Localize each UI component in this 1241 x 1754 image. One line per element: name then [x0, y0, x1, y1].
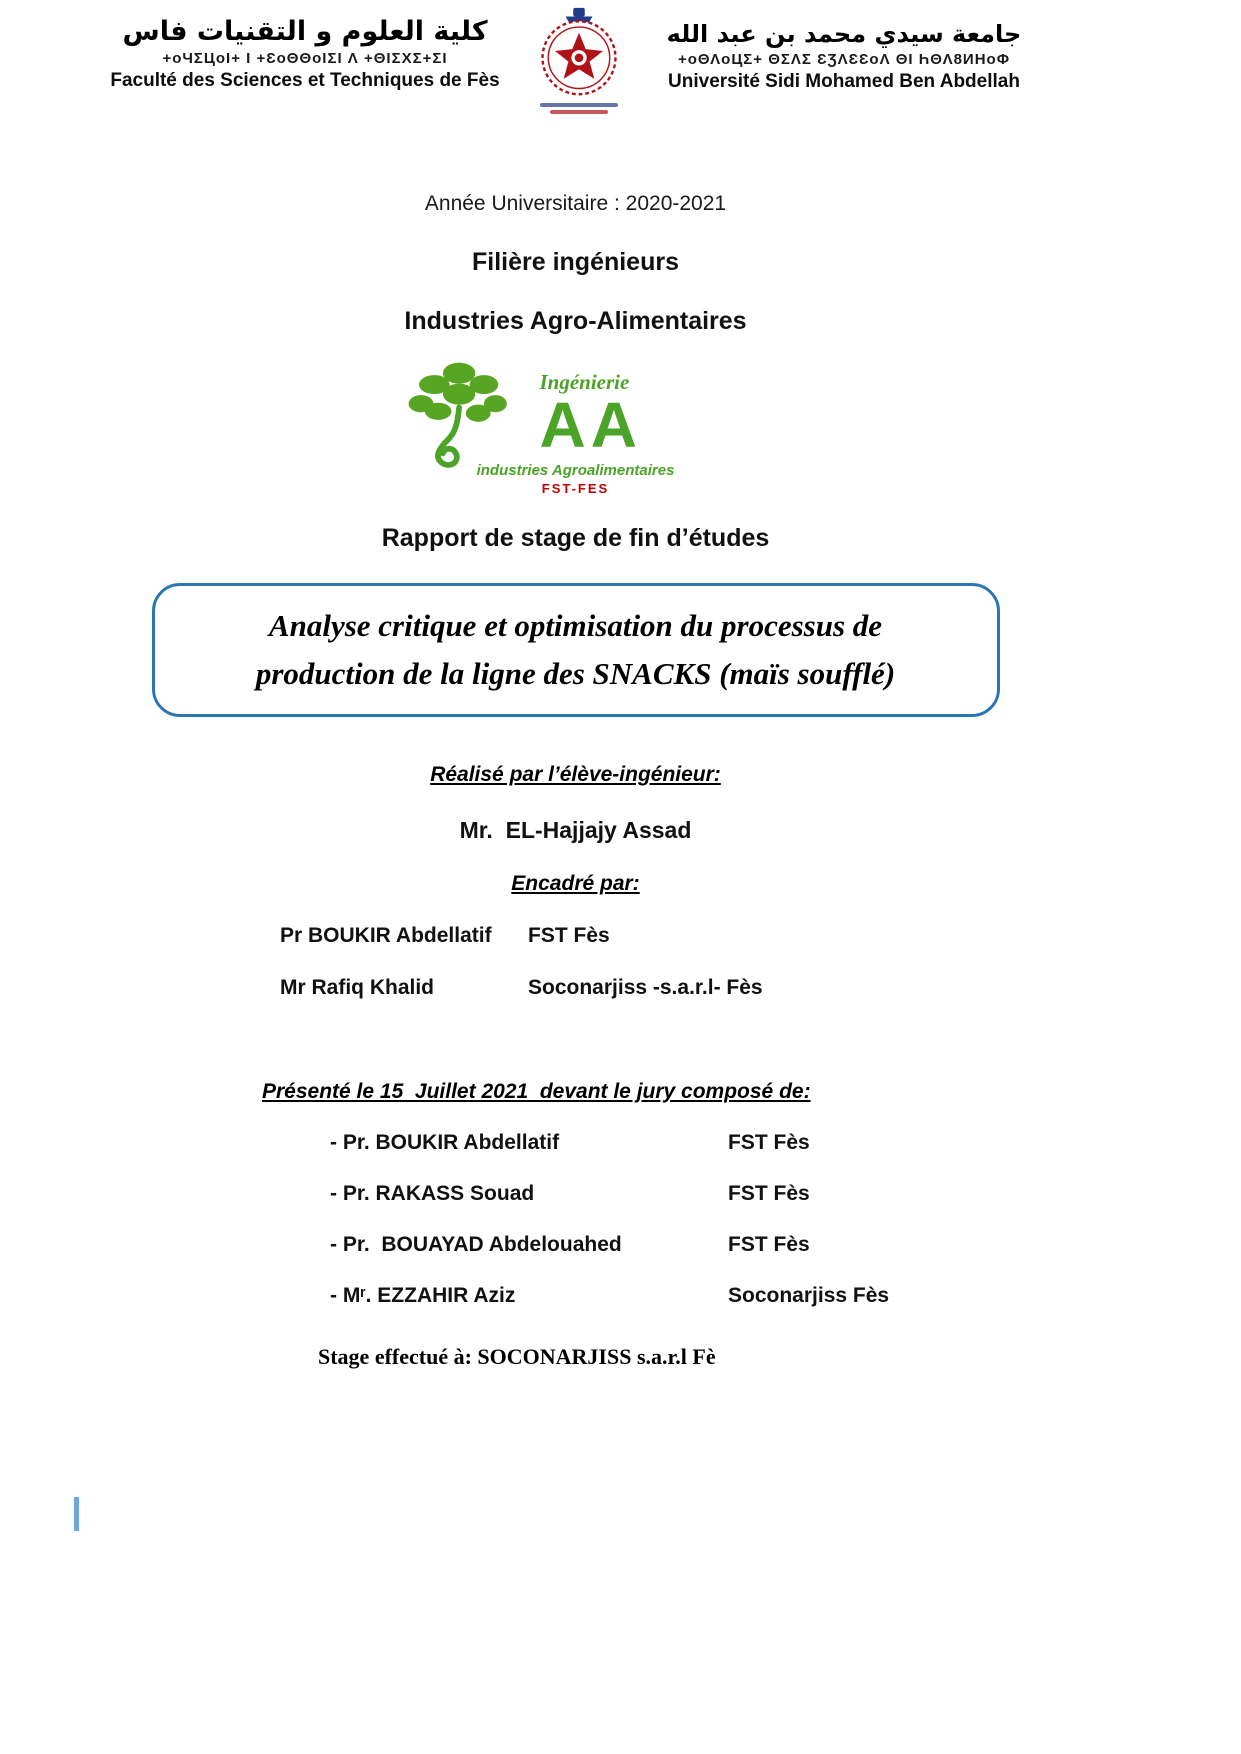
jury-row [330, 1182, 1076, 1206]
program-title: Filière ingénieurs [471, 248, 679, 276]
supervisor-affiliation: FST Fès [528, 923, 610, 947]
text-cursor-artifact [74, 1497, 79, 1531]
university-name-tifinagh: +oΘΛoЦΣ+ ΘΣΛΣ ƐƷΛƐƐoΛ ΘI ҺΘΛ8ИНoΦ [677, 51, 1011, 68]
academic-year: Année Universitaire : 2020-2021 [424, 192, 727, 215]
thesis-title-line2: production de la ligne des SNACKS (maïs soufflé) [255, 655, 896, 691]
jury-member-name: - Mʳ. EZZAHIR Aziz [330, 1283, 516, 1307]
jury-row [330, 1131, 1076, 1155]
jury-member-name: - Pr. BOUAYAD Abdelouahed [330, 1232, 622, 1256]
faculty-name-arabic: كلية العلوم و التقنيات فاس [122, 16, 488, 47]
cover-content [75, 0, 1076, 1370]
university-name-arabic: جامعة سيدي محمد بن عبد الله [666, 20, 1022, 48]
iaa-subtitle: industries Agroalimentaires [476, 461, 675, 479]
iaa-logo-text [539, 364, 736, 461]
iaa-footer: FST-FES [541, 480, 610, 496]
supervisor-affiliation: Soconarjiss -s.a.r.l- Fès [528, 975, 763, 999]
thesis-title-box [152, 583, 1000, 717]
tree-icon [400, 356, 524, 480]
university-name-french: Université Sidi Mohamed Ben Abdellah [668, 71, 1020, 92]
jury-member-affiliation: FST Fès [728, 1130, 810, 1154]
supervision-heading: Encadré par: [511, 871, 640, 895]
jury-heading: Présenté le 15 Juillet 2021 devant le jury composé de: [262, 1079, 811, 1103]
jury-member-affiliation: Soconarjiss Fès [728, 1283, 890, 1307]
jury-member-affiliation: FST Fès [728, 1181, 810, 1205]
jury-row [330, 1233, 1076, 1257]
jury-member-name: - Pr. RAKASS Souad [330, 1181, 535, 1205]
iaa-logo [416, 364, 736, 496]
author-name: Mr. EL-Hajjajy Assad [459, 816, 692, 843]
supervisor-name: Mr Rafiq Khalid [280, 975, 435, 999]
supervisor-row [280, 924, 1076, 948]
thesis-title-line1: Analyse critique et optimisation du processus de [268, 607, 883, 643]
jury-member-name: - Pr. BOUKIR Abdellatif [330, 1130, 560, 1154]
specialty-title: Industries Agro-Alimentaires [404, 307, 747, 335]
faculty-name-tifinagh: +oЧΣЦoI+ I +ƐoΘΘoIΣI Λ +ΘIΣΧΣ+ΣI [162, 50, 448, 67]
supervisor-name: Pr BOUKIR Abdellatif [280, 923, 492, 947]
iaa-ingenierie-label: Ingénierie [539, 370, 630, 394]
iaa-initials: AA [539, 389, 642, 461]
report-type-title: Rapport de stage de fin d’études [381, 523, 770, 552]
author-heading: Réalisé par l’élève-ingénieur: [430, 762, 721, 786]
faculty-name-french: Faculté des Sciences et Techniques de Fès [110, 70, 500, 91]
jury-member-affiliation: FST Fès [728, 1232, 810, 1256]
jury-row [330, 1284, 1076, 1308]
supervisor-row [280, 976, 1076, 1000]
internship-location: Stage effectué à: SOCONARJISS s.a.r.l Fè [318, 1343, 716, 1369]
